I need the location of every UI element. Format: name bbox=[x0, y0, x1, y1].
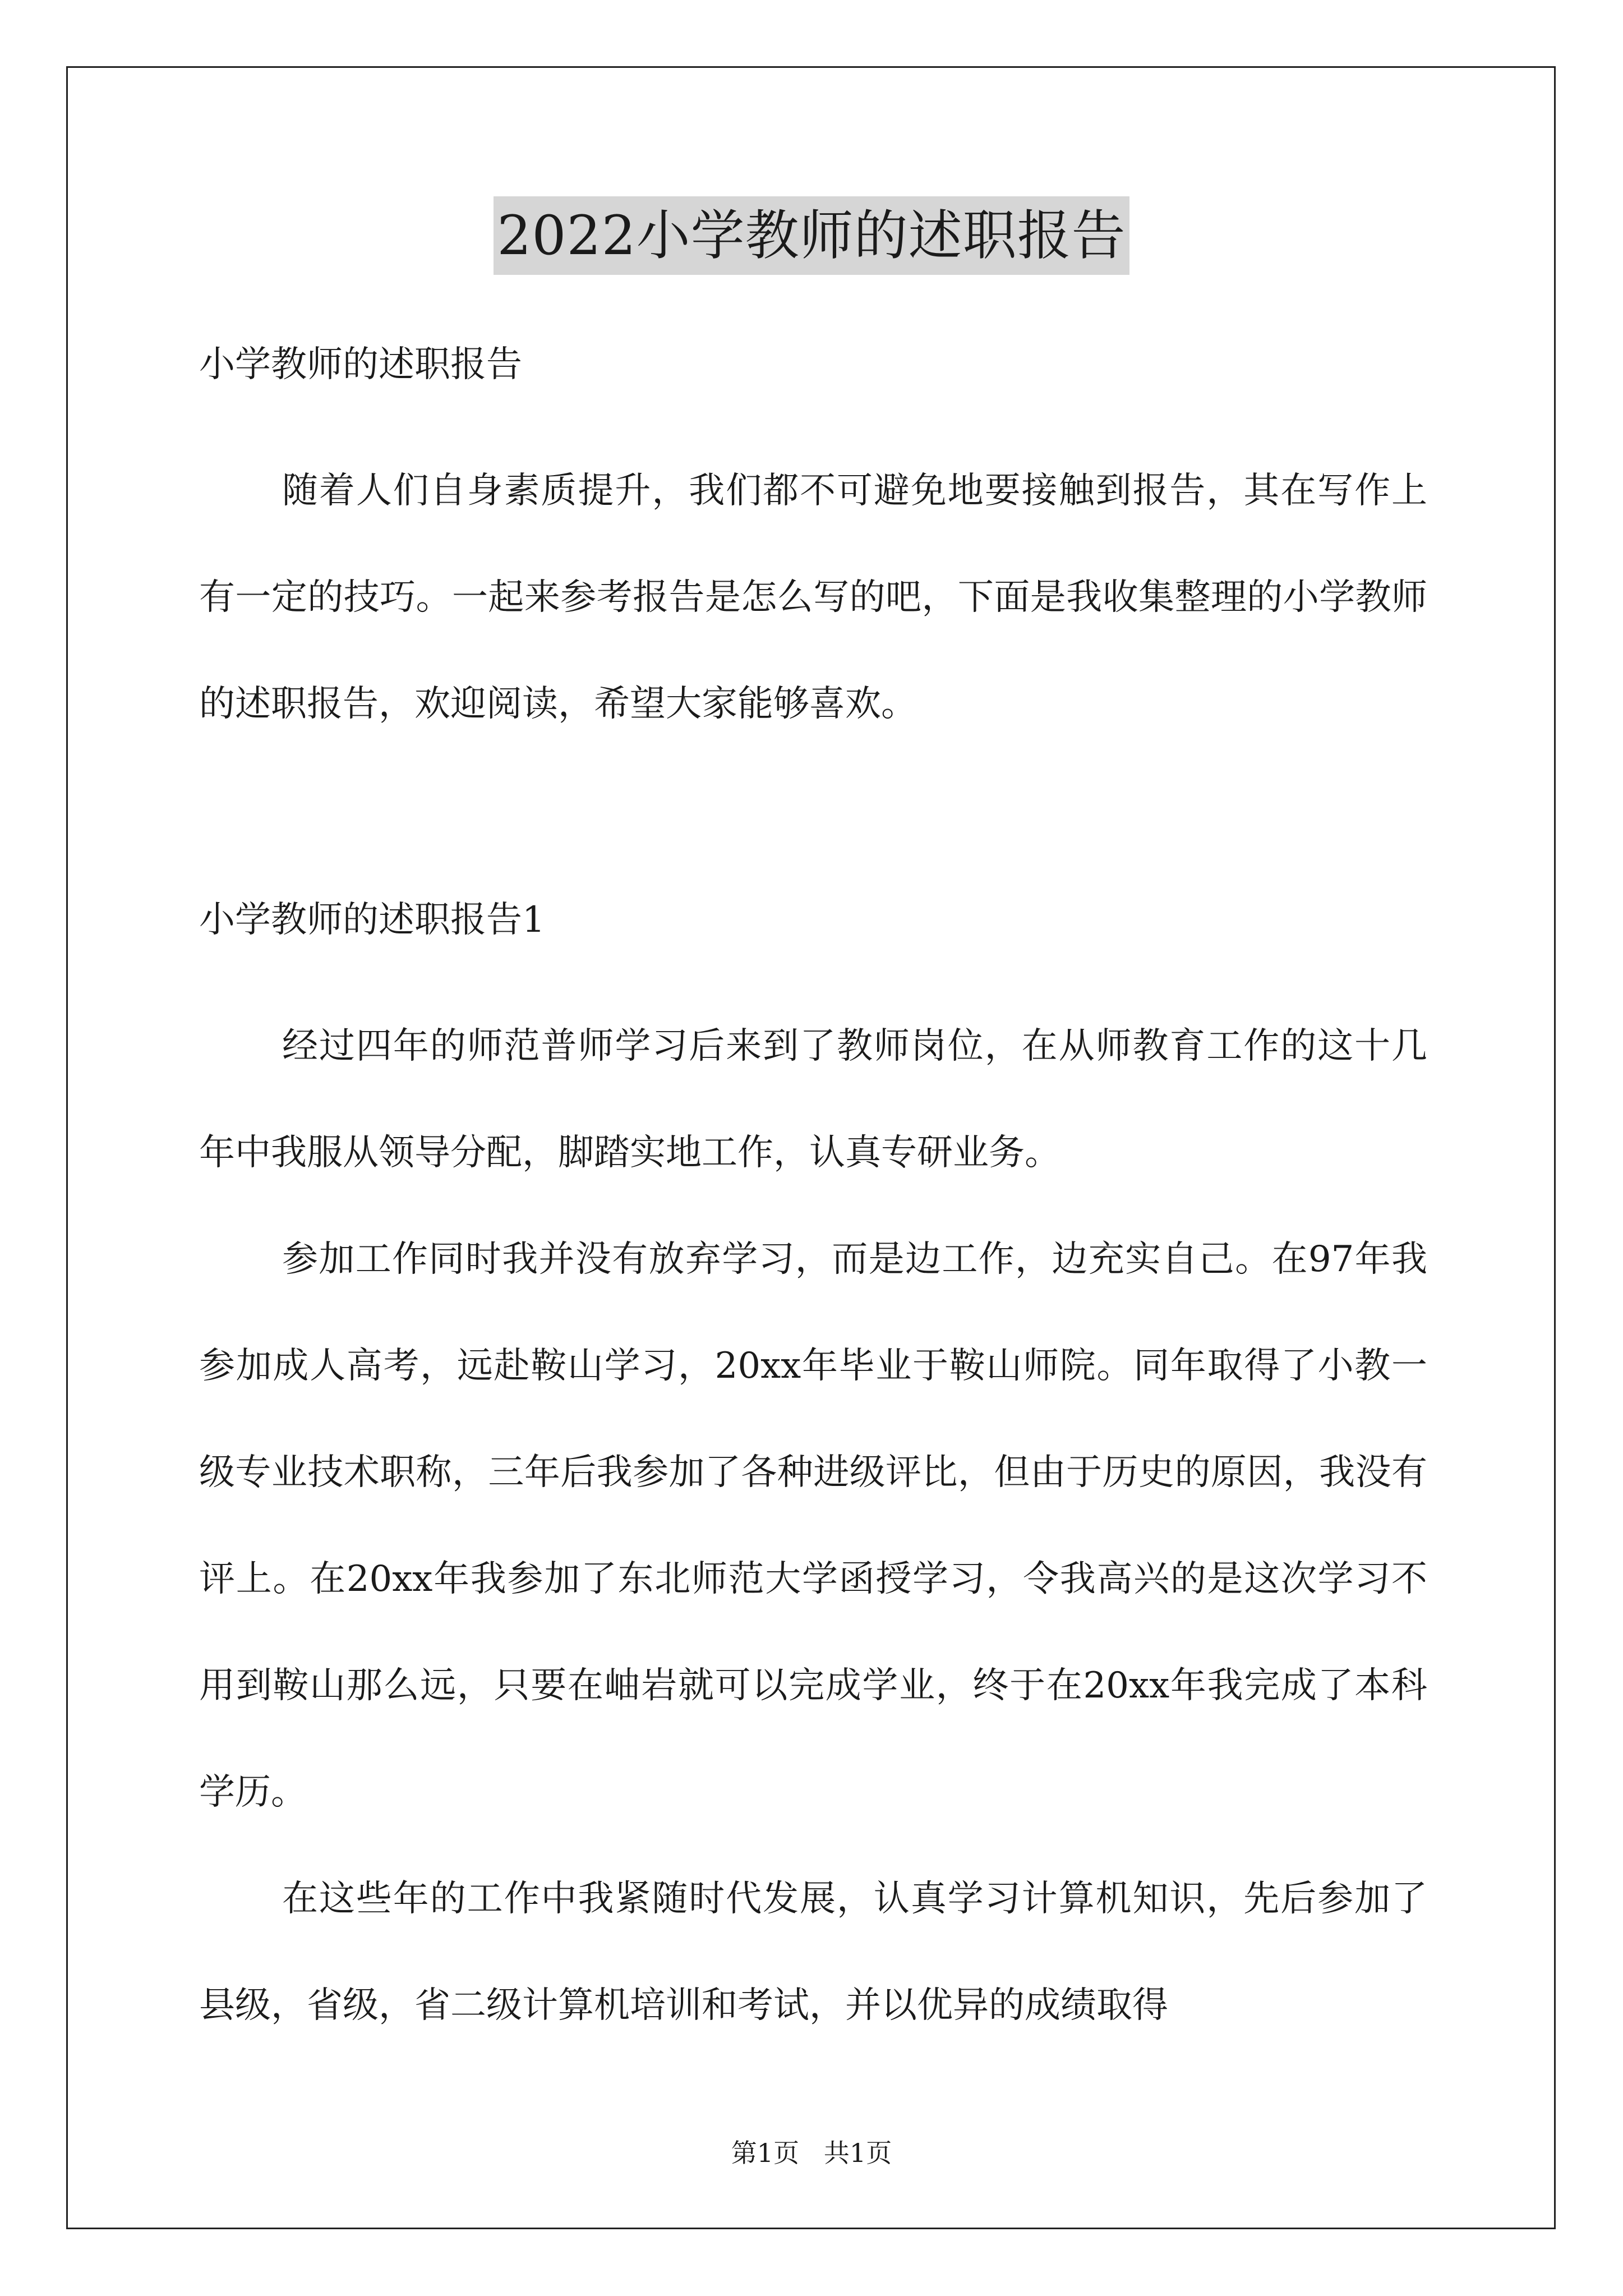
paragraph: 经过四年的师范普师学习后来到了教师岗位，在从师教育工作的这十几年中我服从领导分配，脚踏实地工作，认真专研业务。 bbox=[199, 1025, 1427, 1174]
spacer bbox=[199, 942, 1427, 993]
document-body bbox=[199, 342, 1427, 2059]
section-heading: 小学教师的述职报告 bbox=[199, 344, 522, 385]
paragraph: 在这些年的工作中我紧随时代发展，认真学习计算机知识，先后参加了县级，省级，省二级计算机培训和考试，并以优异的成绩取得 bbox=[199, 1878, 1427, 2026]
paragraph: 参加工作同时我并没有放弃学习，而是边工作，边充实自己。在97年我参加成人高考，远赴鞍山学习，20xx年毕业于鞍山师院。同年取得了小教一级专业技术职称，三年后我参加了各种进级评比，但由于历史的原因，我没有评上。在20xx年我参加了东北师范大学函授学习，令我高兴的是这次学习不用到鞍山那么远，只要在岫岩就可以完成学业，终于在20xx年我完成了本科学历。 bbox=[199, 1239, 1427, 1813]
section-heading: 小学教师的述职报告1 bbox=[199, 899, 545, 941]
spacer bbox=[199, 757, 1427, 898]
document-title: 2022小学教师的述职报告 bbox=[494, 196, 1129, 275]
page-footer: 第1页 共1页 bbox=[731, 2138, 892, 2168]
spacer bbox=[199, 387, 1427, 438]
title-container bbox=[0, 196, 1623, 275]
paragraph: 随着人们自身素质提升，我们都不可避免地要接触到报告，其在写作上有一定的技巧。一起来参考报告是怎么写的吧，下面是我收集整理的小学教师的述职报告，欢迎阅读，希望大家能够喜欢。 bbox=[199, 470, 1427, 725]
